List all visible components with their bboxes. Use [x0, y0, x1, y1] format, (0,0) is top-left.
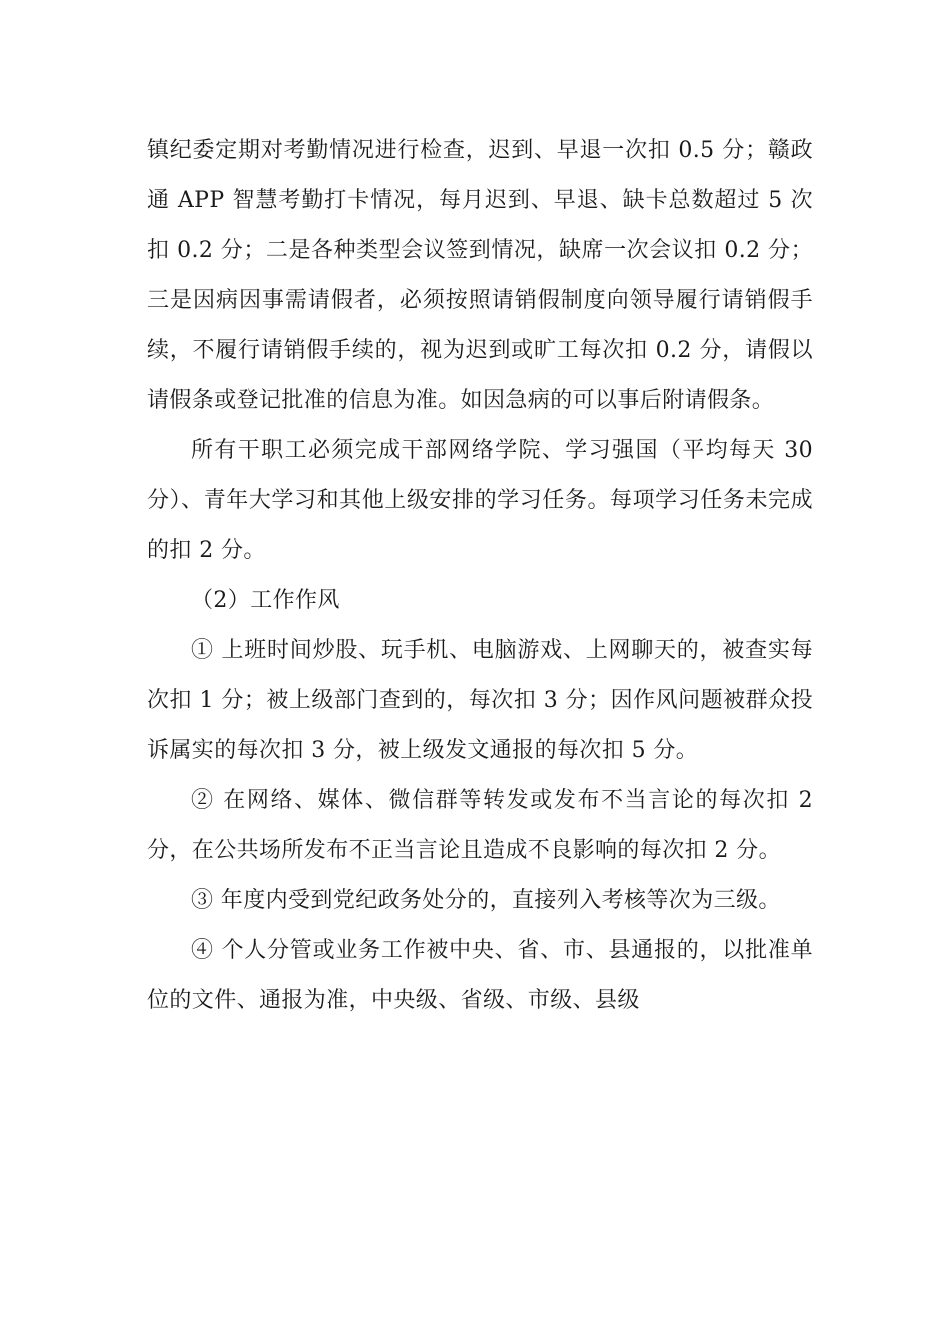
paragraph-item-2: ② 在网络、媒体、微信群等转发或发布不当言论的每次扣 2 分，在公共场所发布不正当言论且造成不良影响的每次扣 2 分。	[147, 788, 813, 863]
paragraph-item-3: ③ 年度内受到党纪政务处分的，直接列入考核等次为三级。	[191, 888, 781, 913]
paragraph-item-4: ④ 个人分管或业务工作被中央、省、市、县通报的，以批准单位的文件、通报为准，中央级、省级、市级、县级	[147, 938, 813, 1013]
section-heading-work-style: （2）工作作风	[191, 588, 340, 613]
paragraph-study-tasks: 所有干职工必须完成干部网络学院、学习强国（平均每天 30 分）、青年大学习和其他上级安排的学习任务。每项学习任务未完成的扣 2 分。	[147, 438, 813, 563]
paragraph-item-1: ① 上班时间炒股、玩手机、电脑游戏、上网聊天的，被查实每次扣 1 分；被上级部门查到的，每次扣 3 分；因作风问题被群众投诉属实的每次扣 3 分，被上级发文通报的每次扣 5 分。	[147, 638, 813, 763]
document-body	[147, 126, 813, 1026]
paragraph-attendance-rules: 镇纪委定期对考勤情况进行检查，迟到、早退一次扣 0.5 分；赣政通 APP 智慧考勤打卡情况，每月迟到、早退、缺卡总数超过 5 次扣 0.2 分；二是各种类型会议签到情况，缺席一次会议扣 0.2 分；三是因病因事需请假者，必须按照请销假制度向领导履行请销假手续，不履行请销假手续的，视为迟到或旷工每次扣 0.2 分，请假以请假条或登记批准的信息为准。如因急病的可以事后附请假条。	[147, 138, 813, 413]
